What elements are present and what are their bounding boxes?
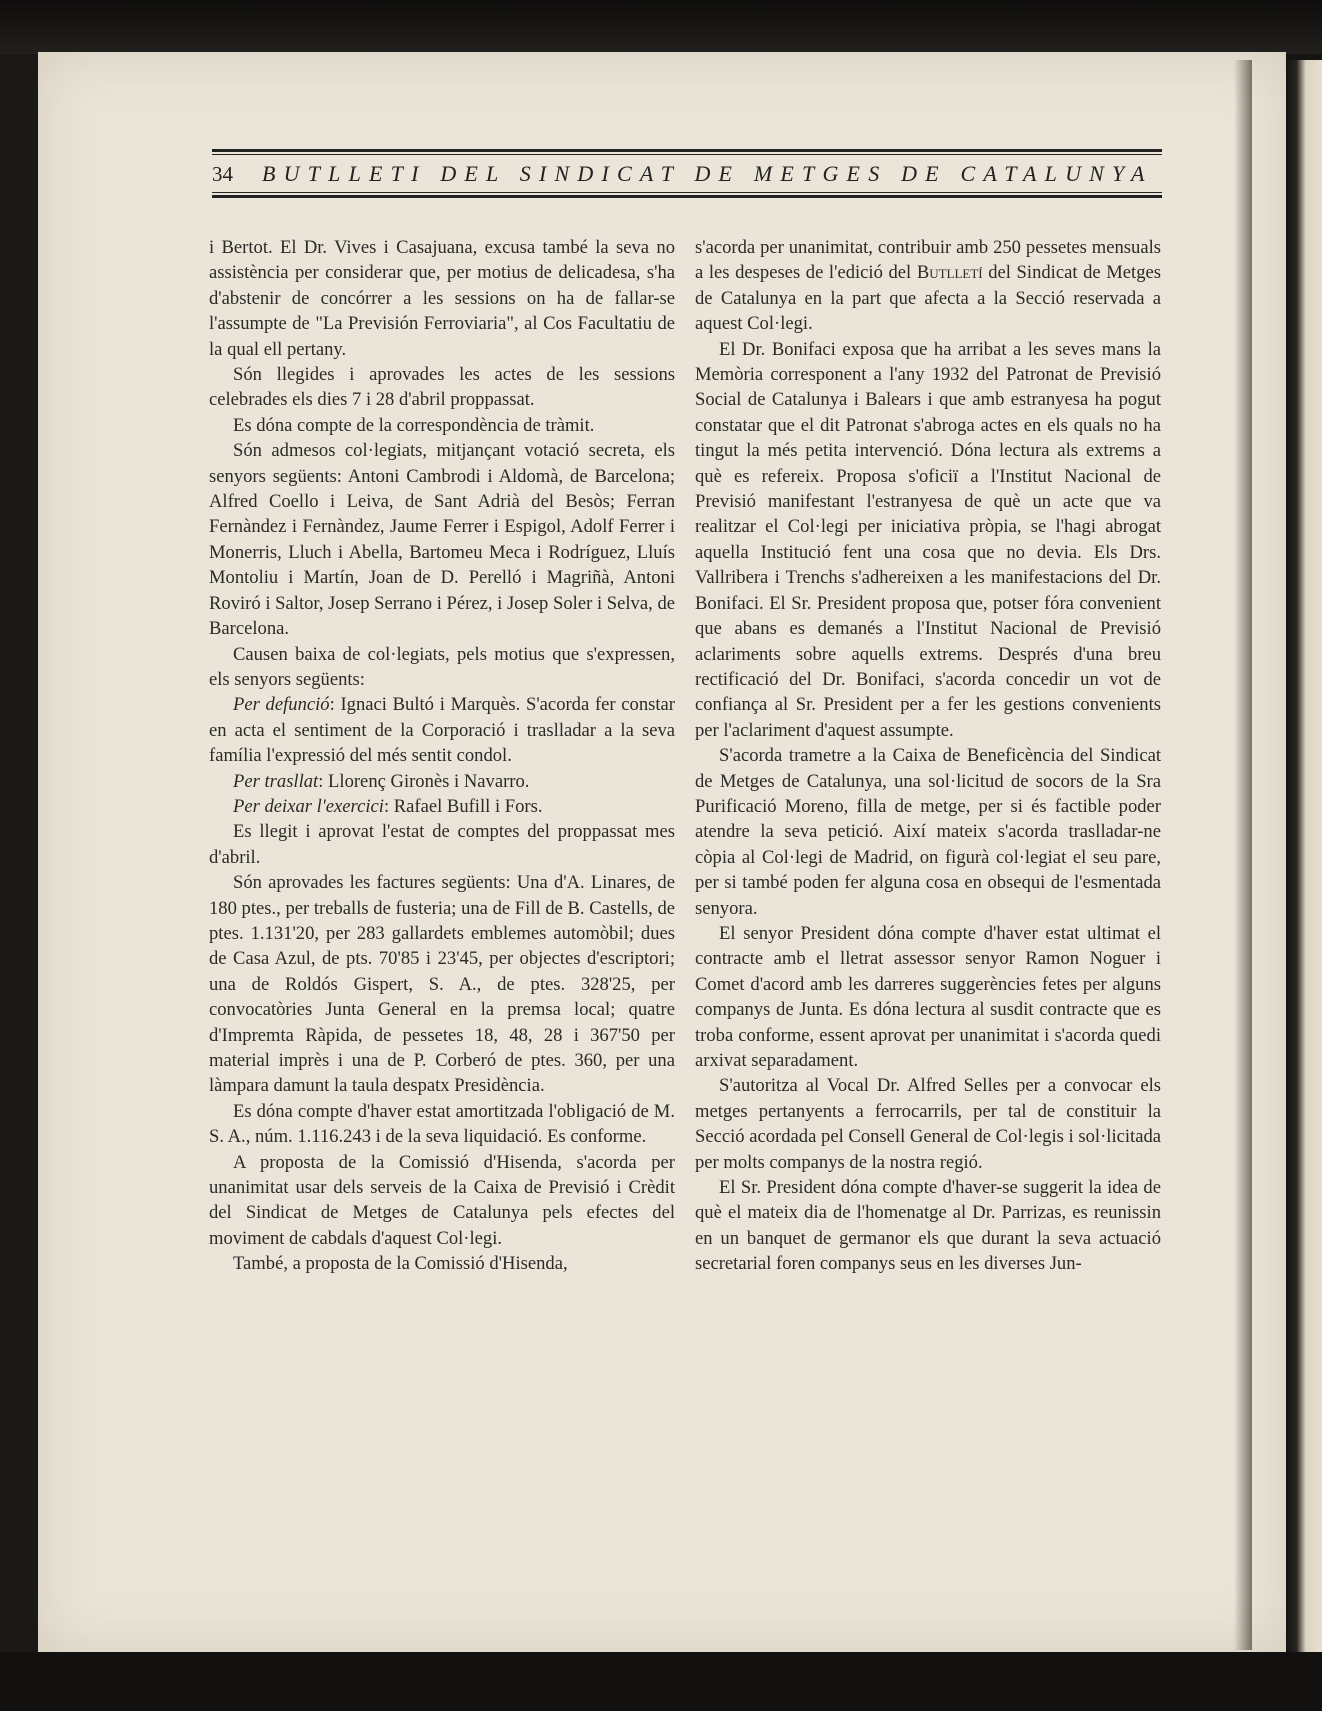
paragraph (695, 235, 1161, 337)
paragraph: Es dóna compte d'haver estat amortitzada l'obligació de M. S. A., núm. 1.116.243 i de la seva liquidació. Es conforme. (209, 1100, 675, 1148)
header-rule-top-thin (212, 154, 1162, 155)
header-line (212, 159, 1162, 189)
paragraph (209, 769, 675, 794)
page-gutter-shadow (1234, 60, 1252, 1650)
header-rule-bottom-thick (212, 195, 1162, 198)
paragraph: Es dóna compte de la correspondència de tràmit. (233, 414, 595, 436)
paragraph: Causen baixa de col·legiats, pels motius que s'expressen, els senyors següents: (209, 643, 675, 690)
scan-background-bottom (0, 1652, 1322, 1711)
paragraph-text: : Llorenç Gironès i Navarro. (318, 770, 530, 792)
paragraph-text: s'acorda per unanimitat, contribuir amb 250 pessetes mensuals a les despeses de l'edició del (695, 237, 1161, 284)
journal-title: BUTLLETI DEL SINDICAT DE METGES DE CATALUNYA (262, 161, 1153, 186)
journal-name-smallcaps: Butlletí (916, 262, 983, 284)
paragraph: A proposta de la Comissió d'Hisenda, s'acorda per unanimitat usar dels serveis de la Caixa de Previsió i Crèdit del Sindicat de Metges de Catalunya pels efectes del moviment de cabdals d'aquest Col·legi. (209, 1151, 675, 1249)
paragraph: i Bertot. El Dr. Vives i Casajuana, excusa també la seva no assistència per considerar que, per motius de delicadesa, s'ha d'abstenir de concórrer a les sessions on ha de fallar-se l'assumpte de "La Previsión Ferroviaria", al Cos Facultatiu de la qual ell pertany. (209, 237, 675, 360)
scan-background-left (0, 54, 38, 1711)
header-rule-bottom-thin (212, 192, 1162, 193)
paragraph-text: : Ignaci Bultó i Marquès. S'acorda fer constar en acta el sentiment de la Corporació i traslladar a la seva família l'expressió del més sentit condol. (209, 694, 675, 767)
paragraph (209, 794, 675, 819)
header-rule-top-thick (212, 149, 1162, 152)
paragraph: Són aprovades les factures següents: Una d'A. Linares, de 180 ptes., per treballs de fusteria; una de Fill de B. Castells, de ptes. 1.131'20, per 283 gallardets emblemes automòbil; dues de Casa Azul, de pts. 70'85 i 23'45, per objectes d'escriptori; una de Roldós Gispert, S. A., de ptes. 328'25, per convocatòries Junta General en la premsa local; quatre d'Impremta Ràpida, de pessetes 18, 48, 28 i 367'50 per material imprès i una de P. Corberó de ptes. 360, per una làmpara damunt la taula despatx Presidència. (209, 872, 675, 1097)
paragraph: Són llegides i aprovades les actes de les sessions celebrades els dies 7 i 28 d'abril proppassat. (209, 364, 675, 411)
right-column (695, 235, 1161, 1277)
paragraph-label: Per deixar l'exercici (233, 795, 384, 817)
paragraph: El Sr. President dóna compte d'haver-se suggerit la idea de què el mateix dia de l'homenatge al Dr. Parrizas, es reunissin en un banquet de germanor els que durant la seva actuació secretarial foren companys seus en les diverses Jun- (695, 1177, 1161, 1275)
paragraph: També, a proposta de la Comissió d'Hisenda, (233, 1253, 568, 1275)
page-number: 34 (212, 161, 233, 186)
running-header (212, 145, 1162, 199)
paragraph-text: : Rafael Bufill i Fors. (383, 795, 543, 817)
paragraph: El senyor President dóna compte d'haver estat ultimat el contracte amb el lletrat assessor senyor Ramon Noguer i Comet d'acord amb les darreres suggerències fetes per alguns companys de Junta. Es dóna lectura al susdit contracte que es troba conforme, essent aprovat per unanimitat i s'acorda quedi arxivat separadament. (695, 922, 1161, 1071)
paragraph-text: del Sindicat de Metges de Catalunya en la part que afecta a la Secció reservada a aquest Col·legi. (695, 262, 1161, 335)
paragraph-label: Per trasllat (233, 770, 319, 792)
facing-page-edge (1286, 60, 1322, 1652)
paragraph: Són admesos col·legiats, mitjançant votació secreta, els senyors següents: Antoni Cambrodi i Aldomà, de Barcelona; Alfred Coello i Leiva, de Sant Adrià del Besòs; Ferran Fernàndez i Fernàndez, Jaume Ferrer i Espigol, Adolf Ferrer i Monerris, Lluch i Abella, Bartomeu Meca i Rodríguez, Lluís Montoliu i Martín, Joan de D. Perelló i Magriñà, Antoni Roviró i Saltor, Josep Serrano i Pérez, i Josep Soler i Selva, de Barcelona. (209, 440, 675, 640)
paragraph: S'autoritza al Vocal Dr. Alfred Selles per a convocar els metges pertanyents a ferrocarrils, per tal de constituir la Secció acordada pel Consell General de Col·legis i sol·licitada per molts companys de la nostra regió. (695, 1075, 1161, 1173)
paragraph: El Dr. Bonifaci exposa que ha arribat a les seves mans la Memòria corresponent a l'any 1932 del Patronat de Previsió Social de Catalunya i Balears i que amb estranyesa ha pogut constatar que el dit Patronat s'abroga actes en els quals no ha tingut la més petita intervenció. Dóna lectura als extrems a què es refereix. Proposa s'oficiï a l'Institut Nacional de Previsió manifestant l'estranyesa de què un acte que va realitzar el Col·legi per iniciativa pròpia, se l'hagi abrogat aquella Institució fent una cosa que no devia. Els Drs. Vallribera i Trenchs s'adhereixen a les manifestacions del Dr. Bonifaci. El Sr. President proposa que, potser fóra convenient que abans es demanés a l'Institut Nacional de Previsió aclariments sobre aquells extrems. Després d'una breu rectificació del Dr. Bonifaci, s'acorda concedir un vot de confiança al Sr. President per a fer les gestions convenients per l'aclariment d'aquest assumpte. (695, 338, 1161, 741)
paragraph (209, 692, 675, 768)
left-column (209, 235, 675, 1277)
paragraph-label: Per defunció (233, 694, 330, 716)
scan-background-top (0, 0, 1322, 54)
paragraph: Es llegit i aprovat l'estat de comptes del proppassat mes d'abril. (209, 821, 675, 868)
paragraph: S'acorda trametre a la Caixa de Beneficència del Sindicat de Metges de Catalunya, una sol·licitud de socors de la Sra Purificació Moreno, filla de metge, per si és factible poder atendre la seva petició. Així mateix s'acorda traslladar-ne còpia al Col·legi de Madrid, on figurà col·legiat el seu pare, per si també poden fer alguna cosa en obsequi de l'esmentada senyora. (695, 745, 1161, 919)
